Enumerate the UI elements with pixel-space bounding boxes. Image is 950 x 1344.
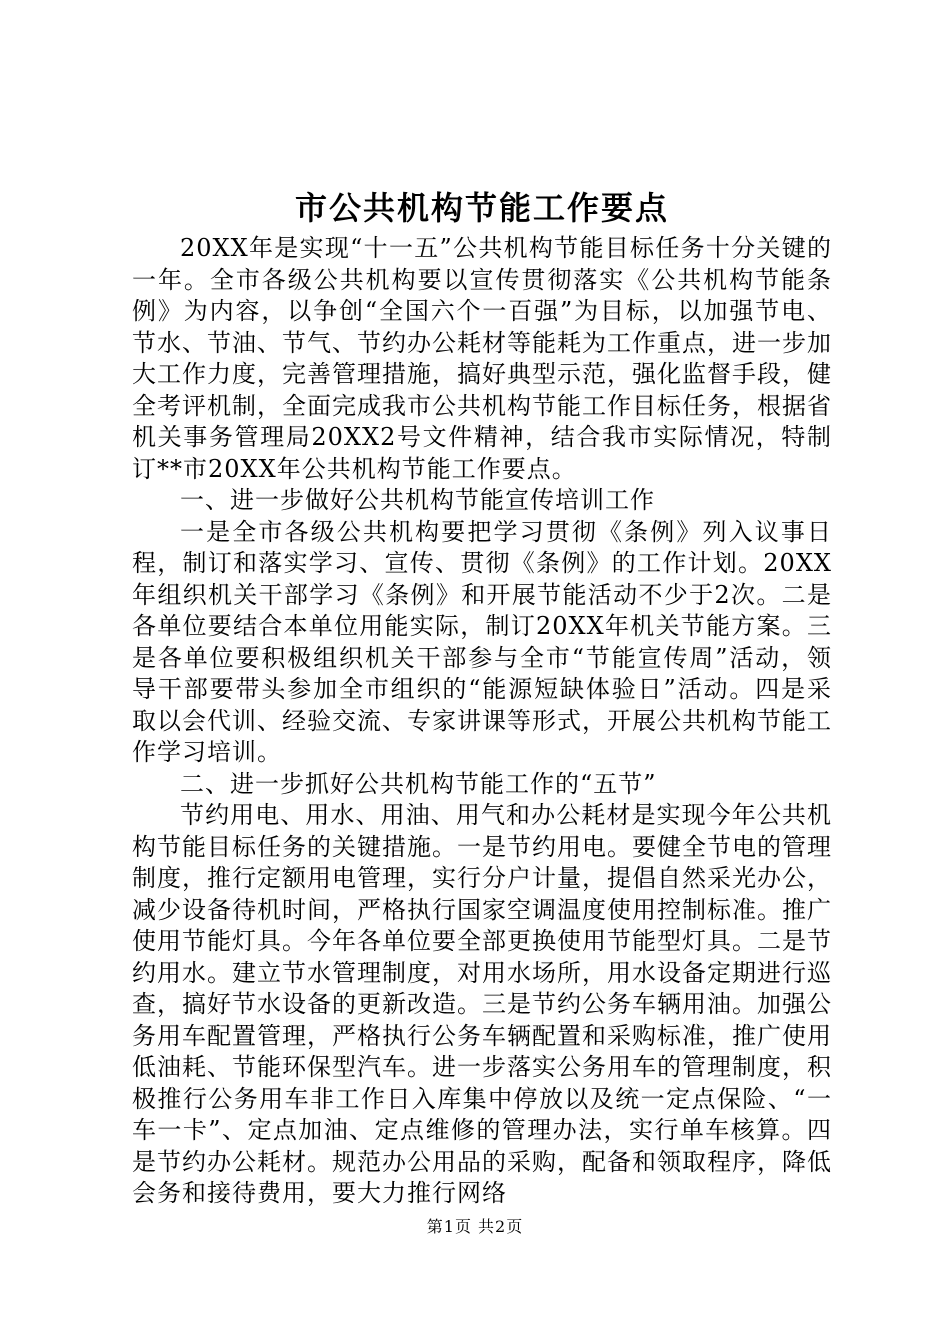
section-1-paragraph: 一是全市各级公共机构要把学习贯彻《条例》列入议事日程，制订和落实学习、宣传、贯彻《条例》的工作计划。20XX年组织机关干部学习《条例》和开展节能活动不少于2次。二是各单位要结合本单位用能实际，制订20XX年机关节能方案。三是各单位要积极组织机关干部参与全市“节能宣传周”活动，领导干部要带头参加全市组织的“能源短缺体验日”活动。四是采取以会代训、经验交流、专家讲课等形式，开展公共机构节能工作学习培训。	[132, 517, 832, 766]
section-heading-2: 二、进一步抓好公共机构节能工作的“五节”	[180, 769, 657, 798]
intro-paragraph: 20XX年是实现“十一五”公共机构节能目标任务十分关键的一年。全市各级公共机构要以宣传贯彻落实《公共机构节能条例》为内容，以争创“全国六个一百强”为目标，以加强节电、节水、节油、节气、节约办公耗材等能耗为工作重点，进一步加大工作力度，完善管理措施，搞好典型示范，强化监督手段，健全考评机制，全面完成我市公共机构节能工作目标任务，根据省机关事务管理局20XX2号文件精神，结合我市实际情况，特制订**市20XX年公共机构节能工作要点。	[132, 234, 832, 483]
section-heading-1: 一、进一步做好公共机构节能宣传培训工作	[180, 486, 655, 514]
document-body	[132, 233, 832, 1210]
page-number-footer: 第1页 共2页	[426, 1217, 524, 1236]
section-2-paragraph: 节约用电、用水、用油、用气和办公耗材是实现今年公共机构节能目标任务的关键措施。一是节约用电。要健全节电的管理制度，推行定额用电管理，实行分户计量，提倡自然采光办公，减少设备待机时间，严格执行国家空调温度使用控制标准。推广使用节能灯具。今年各单位要全部更换使用节能型灯具。二是节约用水。建立节水管理制度，对用水场所，用水设备定期进行巡查，搞好节水设备的更新改造。三是节约公务车辆用油。加强公务用车配置管理，严格执行公务车辆配置和采购标准，推广使用低油耗、节能环保型汽车。进一步落实公务用车的管理制度，积极推行公务用车非工作日入库集中停放以及统一定点保险、“一车一卡”、定点加油、定点维修的管理办法，实行单车核算。四是节约办公耗材。规范办公用品的采购，配备和领取程序，降低会务和接待费用，要大力推行网络	[132, 801, 832, 1207]
document-title: 市公共机构节能工作要点	[294, 189, 669, 227]
